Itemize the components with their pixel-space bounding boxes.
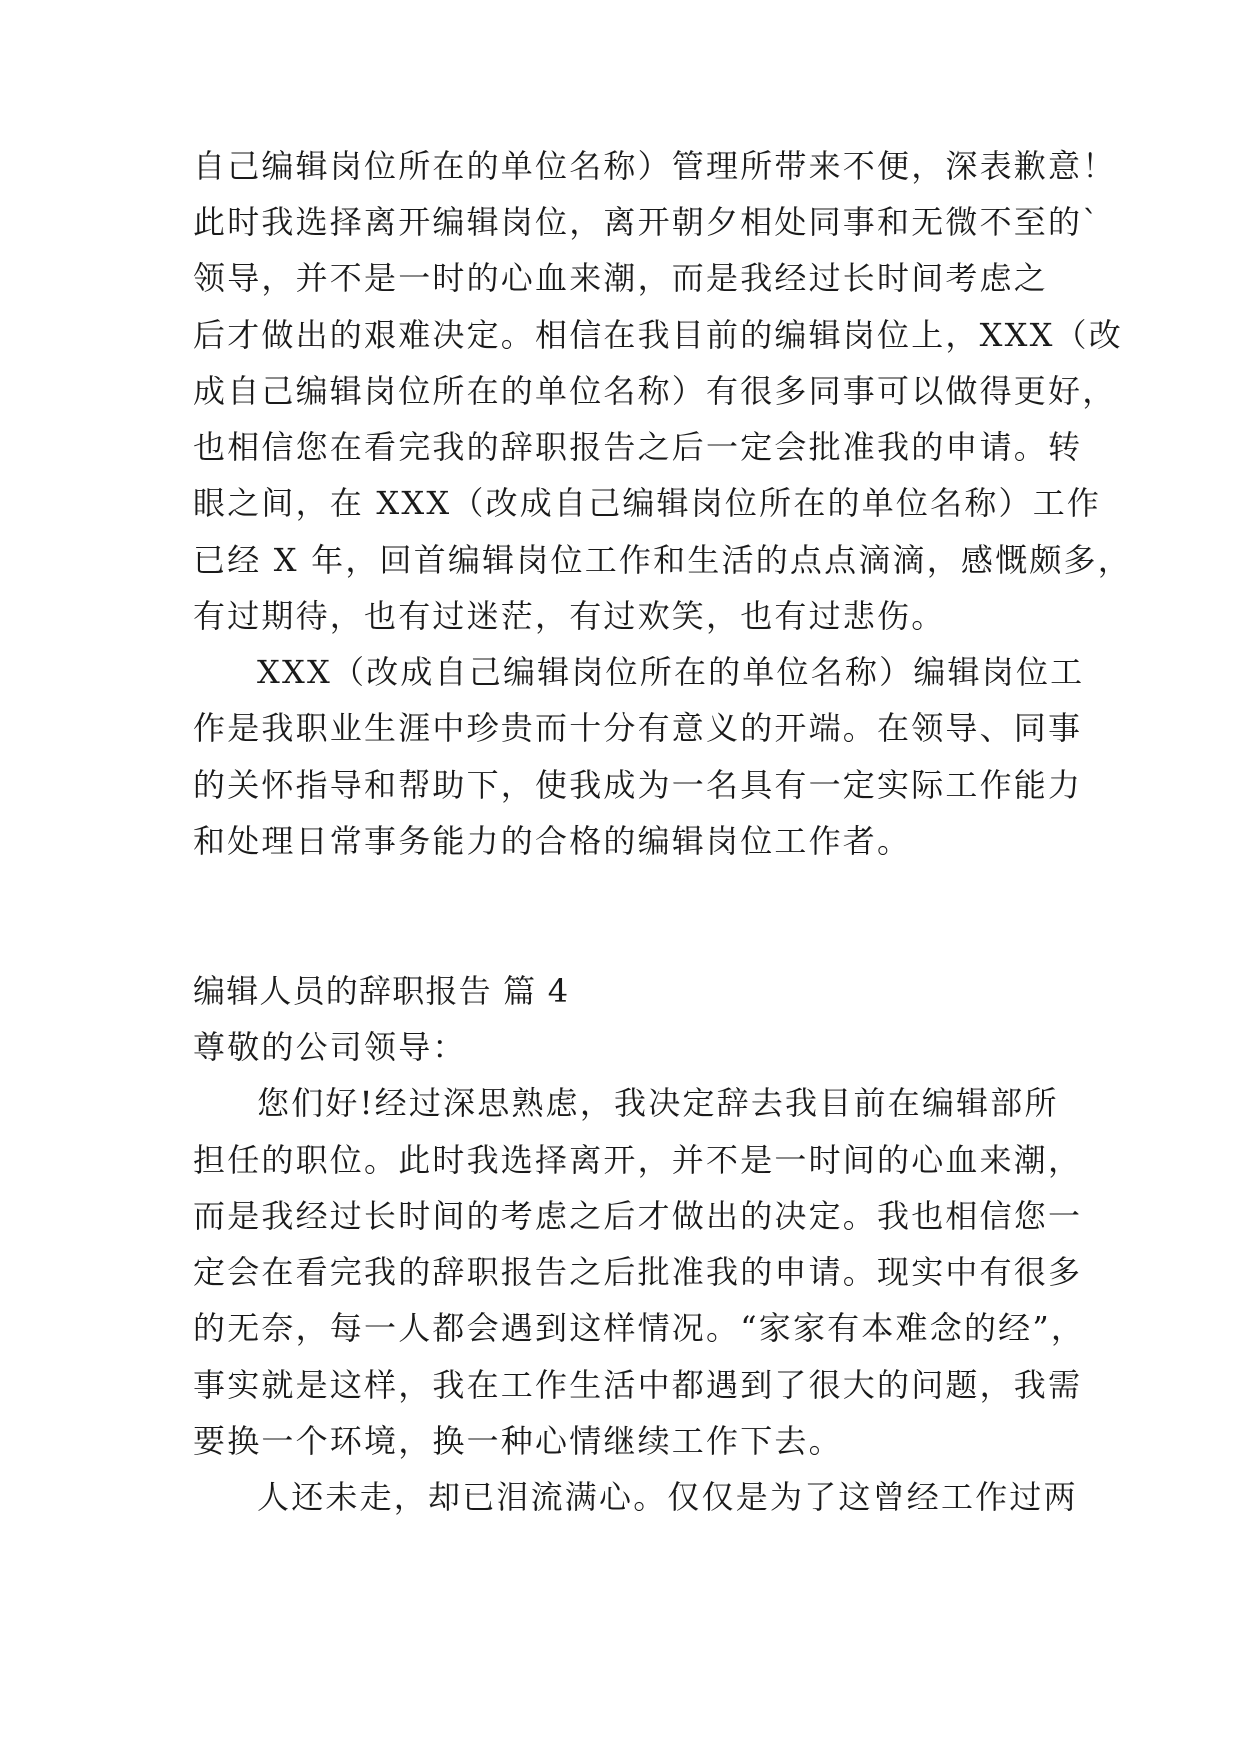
- text-line: 担任的职位。此时我选择离开，并不是一时间的心血来潮，: [193, 1141, 1083, 1179]
- text-line: 您们好!经过深思熟虑，我决定辞去我目前在编辑部所: [257, 1084, 1059, 1122]
- section-title: 编辑人员的辞职报告 篇 4: [193, 972, 570, 1010]
- text-line: 有过期待，也有过迷茫，有过欢笑，也有过悲伤。: [193, 597, 946, 635]
- text-line: 后才做出的艰难决定。相信在我目前的编辑岗位上，XXX（改: [193, 316, 1123, 354]
- text-line: 自己编辑岗位所在的单位名称）管理所带来不便，深表歉意！: [193, 147, 1117, 185]
- text-line: 事实就是这样，我在工作生活中都遇到了很大的问题，我需: [193, 1366, 1083, 1404]
- text-line: 已经 X 年，回首编辑岗位工作和生活的点点滴滴，感慨颇多，: [193, 541, 1132, 579]
- text-line: 此时我选择离开编辑岗位，离开朝夕相处同事和无微不至的`: [193, 203, 1101, 241]
- text-line: 定会在看完我的辞职报告之后批准我的申请。现实中有很多: [193, 1253, 1083, 1291]
- text-line: 领导，并不是一时的心血来潮，而是我经过长时间考虑之: [193, 259, 1049, 297]
- text-line: 也相信您在看完我的辞职报告之后一定会批准我的申请。转: [193, 428, 1083, 466]
- text-line: 而是我经过长时间的考虑之后才做出的决定。我也相信您一: [193, 1197, 1083, 1235]
- text-line: 眼之间，在 XXX（改成自己编辑岗位所在的单位名称）工作: [193, 484, 1102, 522]
- text-line: 和处理日常事务能力的合格的编辑岗位工作者。: [193, 822, 912, 860]
- text-line: 作是我职业生涯中珍贵而十分有意义的开端。在领导、同事: [193, 709, 1083, 747]
- text-line: XXX（改成自己编辑岗位所在的单位名称）编辑岗位工: [257, 653, 1085, 691]
- greeting: 尊敬的公司领导：: [193, 1028, 467, 1066]
- text-line: 的关怀指导和帮助下，使我成为一名具有一定实际工作能力: [193, 766, 1083, 804]
- text-line: 成自己编辑岗位所在的单位名称）有很多同事可以做得更好，: [193, 372, 1117, 410]
- text-line: 人还未走，却已泪流满心。仅仅是为了这曾经工作过两: [257, 1478, 1078, 1516]
- text-line: 要换一个环境，换一种心情继续工作下去。: [193, 1422, 843, 1460]
- text-line: 的无奈，每一人都会遇到这样情况。“家家有本难念的经”，: [193, 1309, 1086, 1347]
